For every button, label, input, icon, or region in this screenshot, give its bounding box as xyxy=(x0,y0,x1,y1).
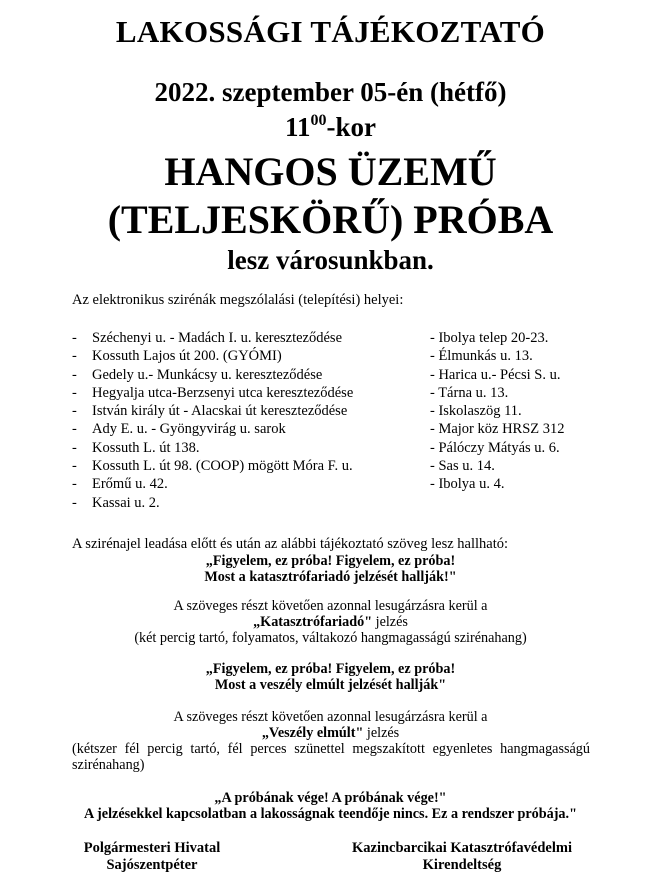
message-2-line-1: „Figyelem, ez próba! Figyelem, ez próba! xyxy=(205,661,456,677)
locations-list-right xyxy=(430,329,565,494)
signal-1-description: (két percig tartó, folyamatos, váltakozó hangmagasságú szirénahang) xyxy=(134,630,527,646)
signal-2-name-line xyxy=(0,725,661,741)
signature-left-line-2: Sajószentpéter xyxy=(106,857,198,873)
list-item: - Sas u. 14. xyxy=(430,458,495,475)
bullet-dash: - xyxy=(72,366,77,383)
signal-2-name: „Veszély elmúlt" xyxy=(261,725,364,741)
list-item: - Ibolya u. 4. xyxy=(430,476,505,493)
closing-message xyxy=(0,790,661,822)
list-item: - Ibolya telep 20-23. xyxy=(430,330,549,346)
list-item: - Major köz HRSZ 312 xyxy=(430,421,565,438)
signature-left-line-1: Polgármesteri Hivatal xyxy=(83,840,221,856)
location-label: István király út - Alacskai út kereszteződése xyxy=(92,403,348,420)
bullet-dash: - xyxy=(72,348,77,365)
bullet-dash: - xyxy=(72,384,77,401)
event-date: 2022. szeptember 05-én (hétfő) xyxy=(154,77,507,107)
locations-list-left xyxy=(72,329,353,512)
signature-right xyxy=(338,840,586,874)
info-text: A szirénajel leadása előtt és után az alábbi tájékoztató szöveg lesz hallható: xyxy=(72,536,509,552)
list-item xyxy=(72,347,353,365)
list-item xyxy=(72,439,353,457)
message-2 xyxy=(0,661,661,693)
location-label: Gedely u.- Munkácsy u. kereszteződése xyxy=(92,366,323,383)
bullet-dash: - xyxy=(72,330,77,346)
list-item xyxy=(72,475,353,493)
signature-right-line-1: Kazincbarcikai Katasztrófavédelmi xyxy=(351,840,572,856)
list-item xyxy=(72,420,353,438)
location-label: Kassai u. 2. xyxy=(92,494,160,511)
closing-line-1: „A próbának vége! A próbának vége!" xyxy=(214,790,447,806)
bullet-dash: - xyxy=(72,421,77,438)
signal-2-intro: A szöveges részt követően azonnal lesugárzásra kerül a xyxy=(173,709,488,725)
message-2-line-2: Most a veszély elmúlt jelzését hallják" xyxy=(214,677,447,693)
subline: lesz városunkban. xyxy=(227,245,434,275)
locations-intro: Az elektronikus szirénák megszólalási (telepítési) helyei: xyxy=(72,292,404,308)
time-minutes: 00 xyxy=(310,112,327,129)
signature-left xyxy=(72,840,232,874)
list-item xyxy=(72,402,353,420)
list-item xyxy=(72,384,353,402)
list-item xyxy=(72,457,353,475)
time-suffix: -kor xyxy=(326,112,376,142)
bullet-dash: - xyxy=(72,458,77,475)
location-label: Erőmű u. 42. xyxy=(92,476,168,493)
message-1-line-2: Most a katasztrófariadó jelzését hallják!" xyxy=(204,569,457,585)
location-label: Kossuth L. út 98. (COOP) mögött Móra F. u. xyxy=(92,458,353,475)
list-item: - Iskolaszög 11. xyxy=(430,403,522,420)
signal-1-name-line xyxy=(0,614,661,630)
bullet-dash: - xyxy=(72,403,77,420)
list-item xyxy=(72,366,353,384)
location-label: Kossuth L. út 138. xyxy=(92,439,200,456)
list-item: - Harica u.- Pécsi S. u. xyxy=(430,366,561,383)
location-label: Ady E. u. - Gyöngyvirág u. sarok xyxy=(92,421,286,438)
signal-2-suffix: jelzés xyxy=(363,725,400,741)
signal-1-intro: A szöveges részt követően azonnal lesugárzásra kerül a xyxy=(173,598,488,614)
list-item: - Tárna u. 13. xyxy=(430,384,509,401)
time-hour: 11 xyxy=(284,112,311,142)
headline-line-2: (TELJESKÖRŰ) PRÓBA xyxy=(107,197,554,242)
headline-line-1: HANGOS ÜZEMŰ xyxy=(164,149,497,194)
closing-line-2: A jelzésekkel kapcsolatban a lakosságnak teendője nincs. Ez a rendszer próbája." xyxy=(84,806,577,822)
message-1-line-1: „Figyelem, ez próba! Figyelem, ez próba! xyxy=(205,553,456,569)
list-item: - Élmunkás u. 13. xyxy=(430,348,533,365)
message-1 xyxy=(0,553,661,585)
signal-1-block xyxy=(0,598,661,646)
location-label: Hegyalja utca-Berzsenyi utca kereszteződése xyxy=(92,384,354,401)
bullet-dash: - xyxy=(72,439,77,456)
bullet-dash: - xyxy=(72,494,77,511)
signal-1-suffix: jelzés xyxy=(372,614,408,630)
headline xyxy=(0,148,661,244)
location-label: Széchenyi u. - Madách I. u. kereszteződése xyxy=(92,330,343,346)
signal-2-block xyxy=(0,709,661,741)
signal-2-description: (kétszer fél percig tartó, fél perces szünettel megszakított egyenletes hangmagasságú szirénahang) xyxy=(72,741,590,773)
list-item: - Pálóczy Mátyás u. 6. xyxy=(430,439,560,456)
page-title: LAKOSSÁGI TÁJÉKOZTATÓ xyxy=(115,14,546,49)
location-label: Kossuth Lajos út 200. (GYÓMI) xyxy=(92,348,282,365)
bullet-dash: - xyxy=(72,476,77,493)
event-time xyxy=(0,112,661,143)
signature-right-line-2: Kirendeltség xyxy=(422,857,502,873)
list-item xyxy=(72,329,353,347)
list-item xyxy=(72,494,353,512)
signal-1-name: „Katasztrófariadó" xyxy=(253,614,373,630)
